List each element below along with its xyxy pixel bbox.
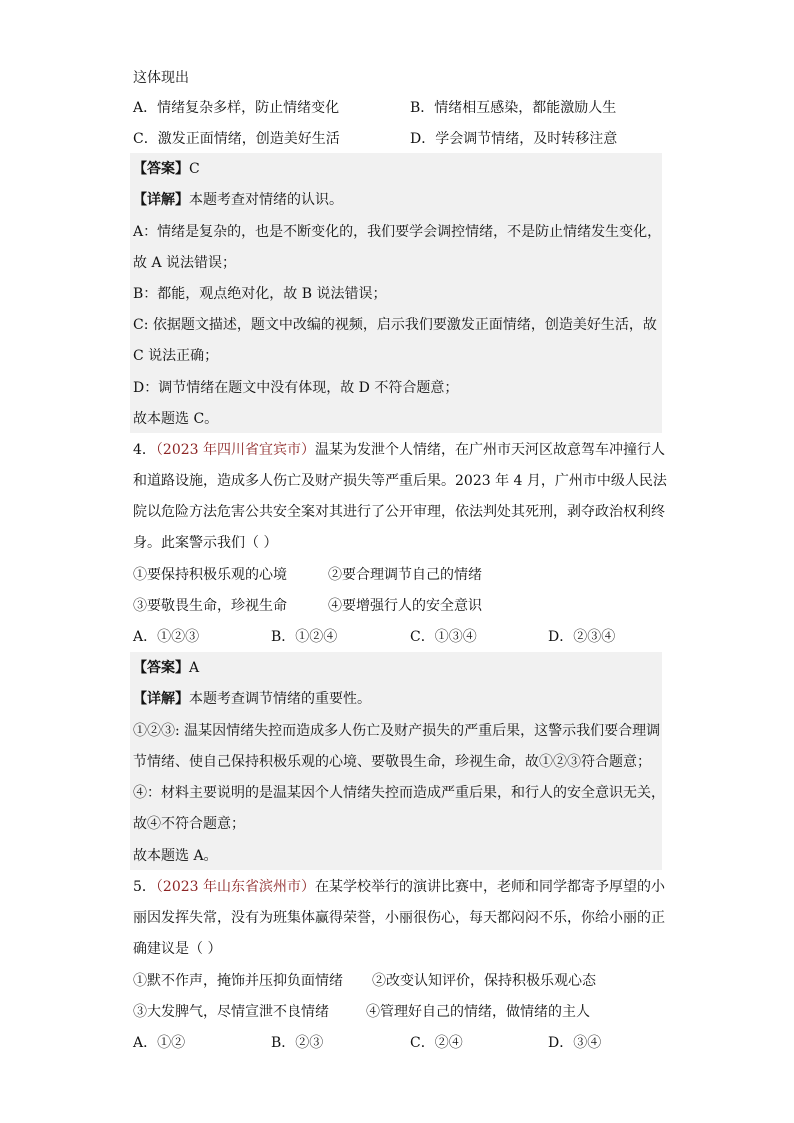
statement-2: ②要合理调节自己的情绪 [328, 567, 482, 583]
detail-intro-line [133, 688, 371, 710]
question-stem-tail: 这体现出 [133, 70, 189, 86]
detail-line: 节情绪、使自己保持积极乐观的心境、要敬畏生命，珍视生命，故①②③符合题意； [133, 754, 651, 770]
question-4-stem-line: 院以危险方法危害公共安全案对其进行了公开审理，依法判处其死刑，剥夺政治权利终 [133, 504, 665, 520]
statement-1: ①默不作声，掩饰并压抑负面情绪 [133, 973, 343, 989]
detail-line: B：都能，观点绝对化，故 B 说法错误； [133, 286, 387, 302]
question-5-stem-line: 5．（2023 年山东省滨州市）在某学校举行的演讲比赛中，老师和同学都寄予厚望的小 [133, 879, 666, 895]
question-4-stem-line: 和道路设施，造成多人伤亡及财产损失等严重后果。2023 年 4 月，广州市中级人民法 [133, 473, 667, 489]
detail-line: D：调节情绪在题文中没有体现，故 D 不符合题意； [133, 380, 459, 396]
detail-line: 故 A 说法错误； [133, 255, 237, 271]
statement-4: ④要增强行人的安全意识 [328, 598, 482, 614]
detail-intro: 本题考查调节情绪的重要性。 [189, 691, 371, 707]
statement-1: ①要保持积极乐观的心境 [133, 567, 287, 583]
answer-line [133, 158, 200, 180]
statement-4: ④管理好自己的情绪，做情绪的主人 [366, 1004, 590, 1020]
question-4-stem-line: 4．（2023 年四川省宜宾市）温某为发泄个人情绪，在广州市天河区故意驾车冲撞行人 [133, 442, 666, 458]
detail-label: 【详解】 [133, 192, 189, 208]
detail-line: A：情绪是复杂的，也是不断变化的，我们要学会调控情绪，不是防止情绪发生变化， [133, 224, 662, 240]
statement-2: ②改变认知评价，保持积极乐观心态 [372, 973, 596, 989]
question-4-stem-line: 身。此案警示我们（ ） [133, 535, 278, 551]
answer-label: 【答案】 [133, 161, 189, 177]
detail-line: ④：材料主要说明的是温某因个人情绪失控而造成严重后果，和行人的安全意识无关， [133, 785, 665, 801]
option-a: A．①② [133, 1035, 186, 1051]
detail-line: C: 依据题文描述，题文中改编的视频，启示我们要激发正面情绪，创造美好生活，故 [133, 317, 657, 333]
option-b: B．①②④ [271, 629, 338, 645]
question-number: 5． [133, 879, 156, 895]
question-number: 4． [133, 442, 156, 458]
option-a: A．情绪复杂多样，防止情绪变化 [133, 100, 340, 116]
detail-line: 故本题选 A。 [133, 848, 218, 864]
option-b: B．情绪相互感染，都能激励人生 [410, 100, 617, 116]
question-source: （2023 年山东省滨州市） [155, 879, 316, 895]
question-5-stem-line: 丽因发挥失常，没有为班集体赢得荣誉，小丽很伤心，每天都闷闷不乐，你给小丽的正 [133, 910, 665, 926]
detail-intro-line [133, 189, 343, 211]
option-d: D．学会调节情绪，及时转移注意 [410, 131, 618, 147]
option-c: C．①③④ [410, 629, 477, 645]
option-d: D．③④ [548, 1035, 602, 1051]
option-b: B．②③ [271, 1035, 324, 1051]
detail-intro: 本题考查对情绪的认识。 [189, 192, 343, 208]
statement-3: ③大发脾气，尽情宣泄不良情绪 [133, 1004, 329, 1020]
option-d: D．②③④ [548, 629, 616, 645]
question-5-stem-line: 确建议是（ ） [133, 941, 222, 957]
detail-line: 故本题选 C。 [133, 411, 219, 427]
detail-line: 故④不符合题意； [133, 816, 245, 832]
option-a: A．①②③ [133, 629, 200, 645]
answer-value: C [189, 161, 200, 177]
answer-line [133, 657, 199, 679]
option-c: C．②④ [410, 1035, 463, 1051]
detail-label: 【详解】 [133, 691, 189, 707]
question-source: （2023 年四川省宜宾市） [155, 442, 316, 458]
statement-3: ③要敬畏生命，珍视生命 [133, 598, 287, 614]
detail-line: C 说法正确； [133, 348, 219, 364]
answer-value: A [189, 660, 200, 676]
option-c: C．激发正面情绪，创造美好生活 [133, 131, 340, 147]
detail-line: ①②③: 温某因情绪失控而造成多人伤亡及财产损失的严重后果，这警示我们要合理调 [133, 723, 661, 739]
answer-label: 【答案】 [133, 660, 189, 676]
